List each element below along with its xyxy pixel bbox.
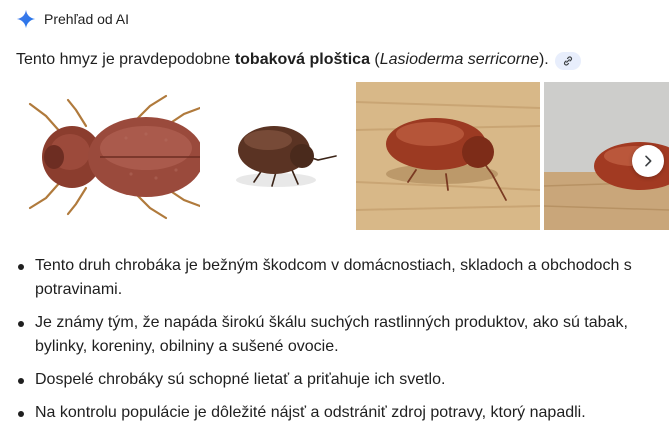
answer-common-name: tobaková ploštica: [234, 51, 370, 68]
ai-overview-title: Prehľad od AI: [44, 11, 130, 27]
beetle-image-2[interactable]: [210, 82, 350, 230]
bullet-dot: [18, 378, 24, 384]
answer-summary: [16, 49, 656, 71]
answer-bullet-list: [16, 254, 669, 434]
beetle-image-3[interactable]: [356, 82, 540, 230]
answer-prefix: Tento hmyz je pravdepodobne: [16, 51, 235, 68]
image-carousel: [16, 82, 669, 230]
list-item: [16, 311, 669, 359]
answer-paren-open: (: [369, 51, 380, 68]
list-item-text: Tento druh chrobáka je bežným škodcom v domácnostiach, skladoch a obchodoch s potravinami.: [35, 257, 632, 298]
bullet-dot: [18, 264, 24, 270]
list-item-text: Na kontrolu populácie je dôležité nájsť a odstrániť zdroj potravy, ktorý napadli.: [35, 404, 586, 421]
list-item: [16, 368, 669, 392]
chevron-right-icon: [640, 153, 656, 169]
source-link-chip[interactable]: [555, 52, 581, 70]
answer-paren-close: ).: [538, 51, 549, 68]
carousel-next-button[interactable]: [632, 145, 664, 177]
answer-latin-name: Lasioderma serricorne: [379, 51, 539, 68]
list-item-text: Dospelé chrobáky sú schopné lietať a priťahuje ich svetlo.: [35, 371, 446, 388]
list-item: [16, 401, 669, 425]
ai-overview-header: [16, 9, 129, 29]
bullet-dot: [18, 411, 24, 417]
list-item-text: Je známy tým, že napáda širokú škálu suchých rastlinných produktov, ako sú tabak, bylinky, koreniny, obilniny a sušené ovocie.: [35, 314, 628, 355]
bullet-dot: [18, 321, 24, 327]
list-item: [16, 254, 669, 302]
link-icon: [562, 55, 574, 67]
beetle-image-1[interactable]: [16, 82, 200, 230]
sparkle-icon: [16, 9, 36, 29]
